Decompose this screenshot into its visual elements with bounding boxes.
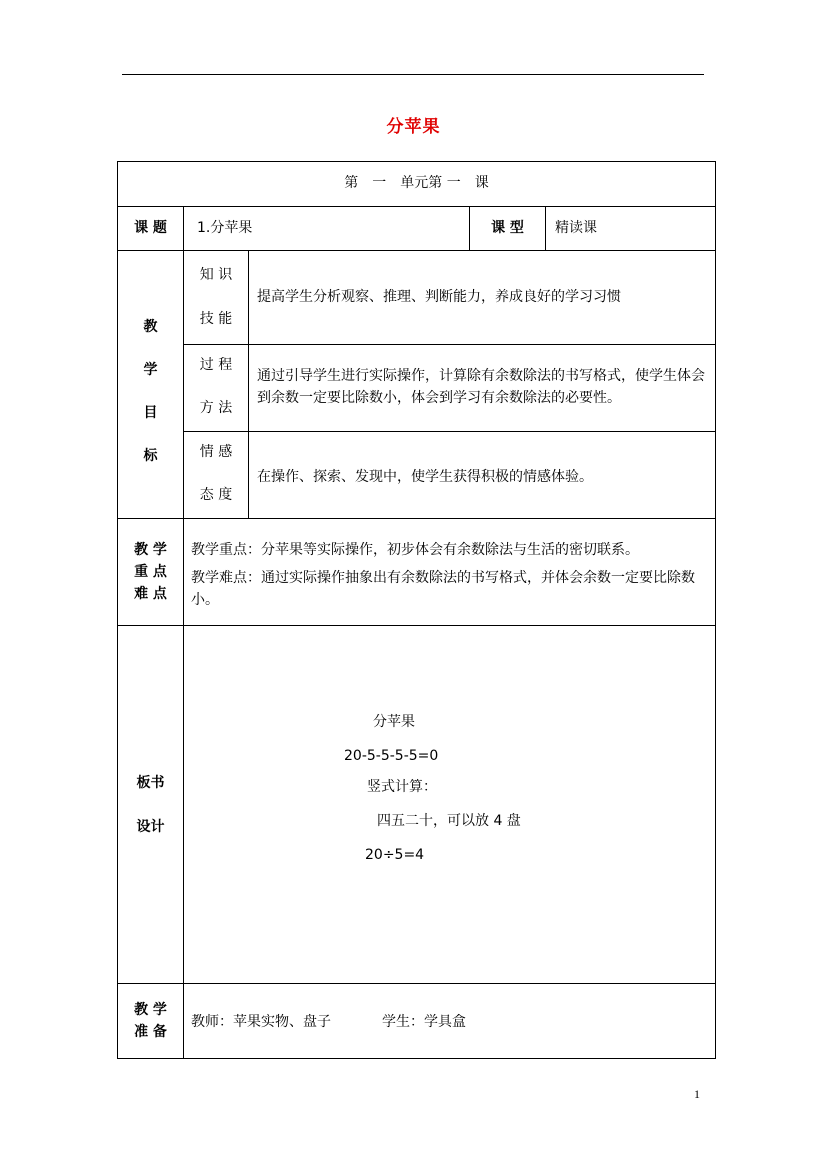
- board-line: 分苹果: [373, 714, 415, 730]
- preparation-label: 准 备: [134, 1024, 167, 1040]
- table-rule: [117, 206, 716, 207]
- objective-sub-label: 知 识: [199, 267, 233, 283]
- document-title: 分苹果: [386, 117, 441, 137]
- objectives-label-char: 教: [143, 319, 158, 335]
- teaching-focus: 教学重点：分苹果等实际操作，初步体会有余数除法与生活的密切联系。: [191, 542, 639, 558]
- page-number: 1: [694, 1087, 700, 1101]
- student-materials: 学生：学具盒: [382, 1014, 466, 1030]
- table-border-left: [117, 161, 118, 1059]
- objective-sub-label: 方 法: [199, 400, 233, 416]
- key-points-label: 难 点: [134, 586, 167, 602]
- table-rule: [183, 206, 184, 1059]
- table-border-bottom: [117, 1058, 716, 1059]
- table-rule: [117, 518, 716, 519]
- lesson-label: 课 题: [134, 220, 167, 236]
- board-line: 20-5-5-5-5=0: [344, 748, 439, 764]
- objective-sub-label: 过 程: [199, 357, 233, 373]
- table-rule: [117, 250, 716, 251]
- objective-content: 通过引导学生进行实际操作，计算除有余数除法的书写格式，使学生体会到余数一定要比除数小，体会到学习有余数除法的必要性。: [257, 368, 705, 406]
- table-border-top: [117, 161, 716, 162]
- objectives-label-char: 目: [143, 405, 158, 421]
- preparation-label: 教 学: [134, 1002, 167, 1018]
- lesson-value: 1.分苹果: [197, 220, 253, 236]
- key-points-label: 重 点: [134, 564, 167, 580]
- table-rule: [545, 206, 546, 250]
- board-label: 板书: [136, 775, 165, 791]
- type-label: 课 型: [491, 220, 524, 236]
- teaching-difficulty: 教学难点：通过实际操作抽象出有余数除法的书写格式，并体会余数一定要比除数小。: [191, 570, 695, 608]
- objective-sub-label: 情 感: [199, 444, 233, 460]
- objective-content: 提高学生分析观察、推理、判断能力，养成良好的学习习惯: [257, 289, 621, 305]
- teacher-materials: 教师：苹果实物、盘子: [191, 1014, 331, 1030]
- table-border-right: [715, 161, 716, 1059]
- table-rule: [183, 344, 716, 345]
- board-line: 四五二十，可以放 4 盘: [377, 813, 521, 829]
- table-rule: [117, 625, 716, 626]
- key-points-label: 教 学: [134, 542, 167, 558]
- objective-sub-label: 技 能: [199, 311, 233, 327]
- board-line: 20÷5=4: [365, 847, 425, 863]
- header-rule: [122, 74, 704, 75]
- board-line: 竖式计算：: [367, 779, 437, 795]
- table-rule: [183, 431, 716, 432]
- type-value: 精读课: [555, 220, 597, 236]
- table-rule: [117, 983, 716, 984]
- objective-sub-label: 态 度: [199, 487, 233, 503]
- objectives-label-char: 学: [143, 362, 158, 378]
- unit-header: 第 一 单元第 一 课: [344, 175, 489, 191]
- objectives-label-char: 标: [143, 448, 158, 464]
- table-rule: [248, 250, 249, 518]
- objective-content: 在操作、探索、发现中，使学生获得积极的情感体验。: [257, 469, 593, 485]
- board-label: 设计: [136, 819, 165, 835]
